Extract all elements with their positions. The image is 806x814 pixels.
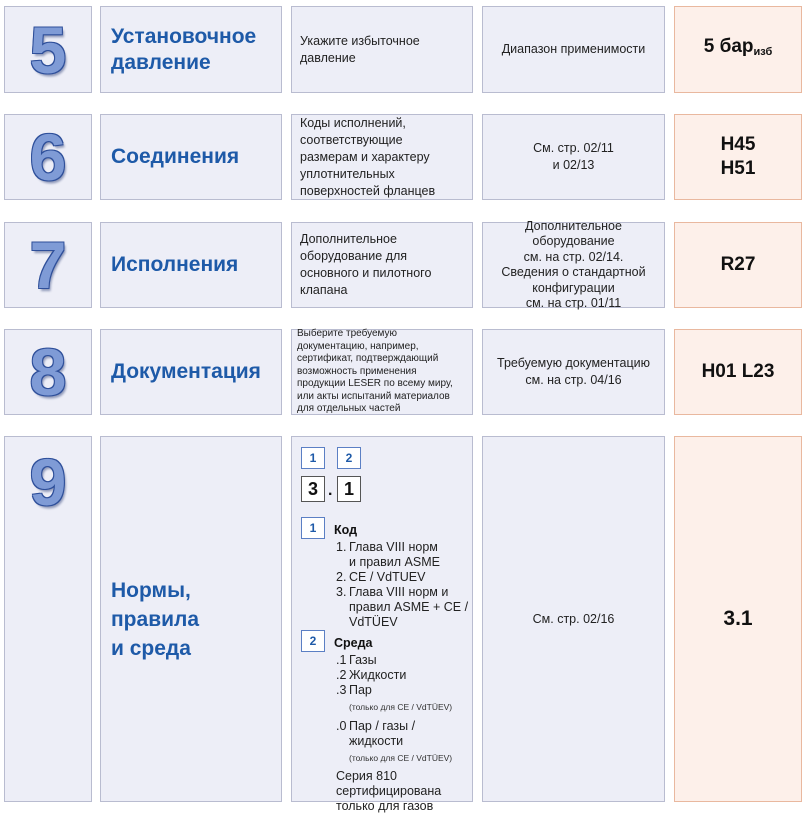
step-number-box <box>4 6 92 93</box>
list-item-note: (только для CE / VdTÜEV) <box>349 702 453 712</box>
step-number: 9 <box>29 445 67 519</box>
description-cell <box>291 114 473 200</box>
list-item-line: Глава VIII норм <box>349 540 438 554</box>
row-value: 3.1 <box>723 607 753 630</box>
reference-line: и 02/13 <box>552 158 595 172</box>
row-options <box>0 218 806 310</box>
title-line: Нормы, <box>111 578 191 602</box>
list-item-text <box>349 540 440 570</box>
row-codes-and-medium <box>0 436 806 813</box>
list-item-line: и правил ASME <box>349 555 440 569</box>
row-title: Исполнения <box>111 253 239 276</box>
step-number-box <box>4 329 92 415</box>
code-digit-1: 3 <box>301 476 325 502</box>
reference-cell <box>482 436 665 802</box>
title-line: и среда <box>111 636 191 660</box>
reference-line: Дополнительное оборудование <box>525 218 622 248</box>
list-item <box>336 540 471 570</box>
list-item-number: 2. <box>336 570 347 584</box>
step-number-box <box>4 222 92 308</box>
row-reference: Диапазон применимости <box>501 42 646 56</box>
reference-cell <box>482 6 665 93</box>
value-line: H51 <box>720 158 756 179</box>
section-heading-medium: Среда <box>334 636 373 650</box>
list-item-number: 1. <box>336 540 347 554</box>
section-label-1: 1 <box>301 517 325 539</box>
list-item-line: Пар / газы / <box>349 719 416 733</box>
description-cell <box>291 222 473 308</box>
step-number-box <box>4 436 92 802</box>
row-reference <box>497 355 650 389</box>
list-item-line: VdTÜEV <box>349 615 398 629</box>
list-item <box>336 683 471 719</box>
row-description: Выберите требуемую документацию, например, сертификат, подтверждающий возможность применения продукции LESER по всему миру, или акты испытаний материалов для отдельных частей <box>297 327 453 415</box>
list-item <box>336 570 471 585</box>
step-number: 6 <box>29 120 67 194</box>
list-item <box>336 653 471 668</box>
list-item-line: Пар <box>349 683 372 697</box>
description-cell <box>291 6 473 93</box>
description-cell <box>291 436 473 813</box>
footer-line: сертифицирована <box>336 784 442 798</box>
reference-cell <box>482 329 665 415</box>
code-dot: . <box>328 482 333 499</box>
step-number-box <box>4 114 92 200</box>
list-item-number: .1 <box>336 653 347 667</box>
value-cell <box>674 114 802 200</box>
list-item <box>336 719 471 769</box>
list-item-line: Глава VIII норм и <box>349 585 449 599</box>
list-item <box>336 585 471 630</box>
reference-cell <box>482 218 665 310</box>
value-subscript: изб <box>753 46 773 58</box>
list-item-line: жидкости <box>349 734 404 748</box>
step-number: 7 <box>29 228 67 302</box>
row-set-pressure <box>0 6 806 93</box>
description-cell <box>291 329 473 415</box>
reference-cell <box>482 114 665 200</box>
row-title: Документация <box>111 360 261 383</box>
list-item-text: Газы <box>349 653 377 667</box>
value-cell <box>674 329 802 415</box>
code-position-label-2: 2 <box>337 447 361 469</box>
step-number: 8 <box>29 335 67 409</box>
row-value <box>704 35 773 64</box>
row-description: Укажите избыточное давление <box>300 33 420 65</box>
row-value: R27 <box>720 254 756 275</box>
footer-line: только для газов <box>336 799 434 813</box>
reference-line: См. стр. 02/11 <box>533 141 614 155</box>
section-heading-code: Код <box>334 523 358 537</box>
value-cell <box>674 222 802 308</box>
footer-line: Серия 810 <box>336 769 398 783</box>
code-digit-2: 1 <box>337 476 361 502</box>
row-reference <box>485 219 662 312</box>
list-item-number: .3 <box>336 683 347 697</box>
list-item-text: Жидкости <box>349 668 407 682</box>
reference-line: см. на стр. 04/16 <box>525 373 622 387</box>
title-cell <box>100 329 282 415</box>
row-documentation <box>0 329 806 415</box>
list-item-note: (только для CE / VdTÜEV) <box>349 753 453 763</box>
list-item-number: .2 <box>336 668 347 682</box>
medium-list <box>336 653 471 814</box>
list-item-text <box>349 719 452 769</box>
value-cell <box>674 6 802 93</box>
reference-line: см. на стр. 01/11 <box>525 296 622 310</box>
code-position-label-1: 1 <box>301 447 325 469</box>
row-reference: См. стр. 02/16 <box>532 611 615 626</box>
reference-line: см. на стр. 02/14. <box>523 249 624 264</box>
row-value <box>721 133 756 181</box>
title-cell <box>100 114 282 200</box>
title-cell <box>100 6 282 93</box>
row-description: Коды исполнений, соответствующие размерам и характеру уплотнительных поверхностей фланцев <box>300 115 436 198</box>
row-reference <box>533 140 614 174</box>
value-line: H45 <box>720 134 756 155</box>
list-item <box>336 668 471 683</box>
step-number: 5 <box>29 12 67 87</box>
row-connections <box>0 114 806 200</box>
code-list <box>336 540 471 630</box>
row-title <box>111 576 199 663</box>
list-item-text: CE / VdTUEV <box>349 570 426 584</box>
list-item-text <box>349 683 452 719</box>
section-label-2: 2 <box>301 630 325 652</box>
value-cell <box>674 436 802 802</box>
reference-line: Требуемую документацию <box>497 356 650 370</box>
title-line: правила <box>111 607 200 631</box>
row-title: Соединения <box>111 145 240 168</box>
value-main: 5 бар <box>703 36 754 57</box>
list-footer <box>336 769 471 814</box>
reference-line: Сведения о стандартной <box>501 265 646 279</box>
row-value: H01 L23 <box>701 361 775 382</box>
list-item-text <box>349 585 468 630</box>
title-cell <box>100 436 282 802</box>
row-description: Дополнительное оборудование для основного и пилотного клапана <box>300 232 432 297</box>
list-item-line: правил ASME + CE / <box>349 600 469 614</box>
reference-line: конфигурации <box>532 280 615 295</box>
title-cell <box>100 222 282 308</box>
list-item-number: 3. <box>336 585 347 599</box>
row-title: Установочное давление <box>111 24 257 74</box>
list-item-number: .0 <box>336 719 347 733</box>
